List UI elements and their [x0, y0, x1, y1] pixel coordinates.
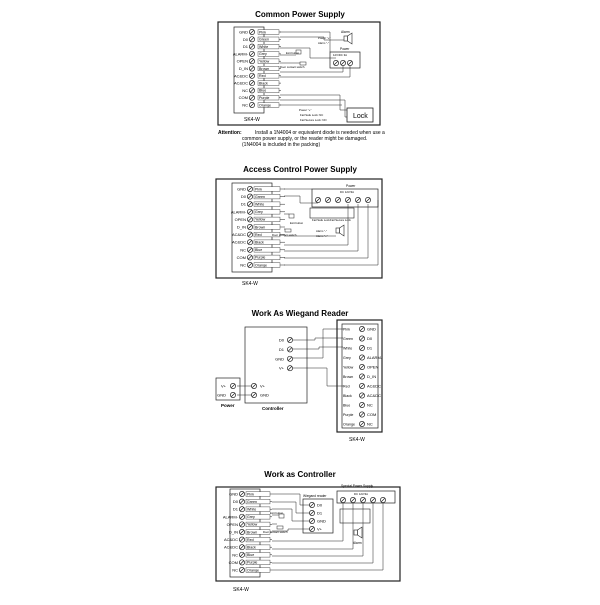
wire-color-label: Pink — [247, 492, 254, 497]
lock-terminal-box — [340, 509, 370, 523]
terminal-label: AC&DC — [367, 383, 382, 389]
screw-terminal-icon — [359, 421, 364, 426]
wire-color-label: White — [255, 202, 265, 207]
section-title-common: Common Power Supply — [255, 10, 345, 19]
screw-terminal-icon — [239, 552, 244, 557]
door-sensor-label: Door contact switch — [280, 65, 305, 69]
wiegand-reader-terminal-label: D1 — [317, 510, 323, 516]
screw-terminal-icon — [247, 217, 252, 222]
terminal-label: D0 — [240, 194, 246, 200]
terminal-row — [223, 514, 272, 519]
screw-terminal-icon — [287, 356, 292, 361]
wire-color-label: Black — [259, 81, 268, 86]
wire-color-label: Pink — [255, 187, 262, 192]
wire-color-label: Brown — [247, 530, 258, 535]
controller-power-terminal — [251, 392, 269, 397]
terminal-row — [235, 217, 285, 222]
screw-terminal-icon — [247, 232, 252, 237]
wire-color-label: Grey — [259, 52, 267, 57]
wire-color-label: Orange — [247, 568, 259, 573]
power-plus-lock-label: Power "+" — [299, 108, 312, 112]
alarm-label: Alarm — [353, 541, 362, 545]
lock-label: Lock — [353, 113, 368, 120]
terminal-row — [229, 560, 272, 565]
terminal-row — [224, 537, 272, 542]
door-sensor-label: Door contact switch — [263, 530, 288, 534]
section-wiegand-reader — [216, 309, 383, 443]
wire-color-label: Green — [247, 499, 257, 504]
wire-color-label: Purple — [247, 560, 258, 565]
wire-color-label: Yellow — [247, 522, 258, 527]
screw-terminal-icon — [359, 402, 364, 407]
terminal-row — [227, 522, 272, 527]
terminal-label: ALARM- — [367, 355, 383, 360]
terminal-row — [343, 383, 381, 388]
attention-note — [218, 130, 385, 148]
screw-terminal-icon — [249, 29, 254, 34]
terminal-label: D1 — [240, 201, 246, 207]
terminal-label: AC&DC — [367, 393, 382, 398]
attention-line-1: Install a 1N4004 or equivalent diode is needed when use a — [255, 130, 385, 136]
terminal-row — [237, 59, 281, 64]
terminal-label: COM — [367, 412, 377, 417]
wire-color-label: Black — [343, 393, 352, 398]
wire-color-label: Green — [255, 194, 265, 199]
screw-terminal-icon — [247, 240, 252, 245]
screw-terminal-icon — [249, 59, 254, 64]
reader-model-label: SK4-W — [242, 281, 258, 287]
terminal-label: D0 — [242, 36, 248, 42]
terminal-label: AC&DC — [233, 73, 248, 79]
fail-safe-label: Fail Safe Lock — [312, 218, 330, 222]
terminal-label: NC — [232, 567, 238, 573]
section-title-wiegand: Work As Wiegand Reader — [251, 309, 349, 318]
power-terminal-label: V+ — [220, 383, 226, 389]
attention-label: Attention: — [218, 130, 242, 136]
wire-color-label: Grey — [255, 210, 263, 215]
power-terminal-label: GND — [217, 392, 226, 398]
wire-color-label: Black — [247, 545, 256, 550]
controller-box — [245, 327, 307, 403]
wire-color-label: Blue — [343, 403, 351, 408]
wire-color-label: Pink — [259, 30, 266, 35]
terminal-label: NC — [240, 262, 246, 268]
terminal-row — [232, 240, 285, 245]
section-title-controller: Work as Controller — [264, 470, 336, 479]
screw-terminal-icon — [247, 262, 252, 267]
terminal-label: COM — [238, 95, 248, 101]
terminal-label: GND — [229, 491, 238, 497]
terminal-label: COM — [228, 559, 238, 565]
screw-terminal-icon — [249, 95, 254, 100]
alarm-minus-label: Alarm "-" — [316, 229, 327, 233]
wiegand-reader-terminal-label: GND — [317, 518, 326, 524]
door-sensor-label: Door contact switch — [272, 233, 297, 237]
attention-line-2: common power supply, or the reader might be damaged. — [242, 136, 368, 142]
terminal-label: OPEN — [226, 521, 238, 527]
attention-line-3: (1N4004 is included in the packing) — [242, 142, 321, 148]
wire-color-label: Purple — [343, 412, 354, 417]
wire-color-label: Green — [343, 336, 353, 341]
controller-power-label: GND — [260, 392, 269, 398]
screw-terminal-icon — [251, 392, 256, 397]
screw-terminal-icon — [287, 366, 292, 371]
special-power-label: Special Power Supply — [341, 484, 374, 488]
alarm-label: Alarm — [341, 30, 350, 34]
terminal-label: D_IN — [228, 529, 238, 535]
fail-secure-label: Fail Secure Lock: NO — [300, 118, 327, 122]
terminal-row — [237, 255, 285, 260]
wire-color-label: Blue — [259, 88, 267, 93]
screw-terminal-icon — [249, 88, 254, 93]
screw-terminal-icon — [359, 364, 364, 369]
screw-terminal-icon — [309, 502, 314, 507]
exit-button-label: Exit button — [270, 511, 284, 515]
section-access-control-power-supply — [216, 165, 382, 287]
terminal-label: OPEN — [234, 216, 246, 222]
wiegand-reader-terminal-label: D0 — [317, 502, 323, 508]
screw-terminal-icon — [287, 347, 292, 352]
terminal-label: AC&DC — [223, 544, 238, 550]
screw-terminal-icon — [247, 194, 252, 199]
terminal-label: ALARM- — [230, 209, 246, 215]
wire-color-label: Blue — [255, 248, 263, 253]
wire-color-label: White — [343, 346, 353, 351]
wire-color-label: Red — [343, 384, 350, 389]
reader-model-label: SK4-W — [244, 117, 260, 123]
terminal-label: OPEN — [236, 58, 248, 64]
terminal-row — [224, 545, 272, 550]
screw-terminal-icon — [249, 66, 254, 71]
terminal-label: GND — [237, 186, 246, 192]
controller-terminal-label: D1 — [278, 346, 284, 352]
screw-terminal-icon — [247, 247, 252, 252]
lock-terminal-box — [310, 208, 354, 218]
terminal-label: NC — [240, 247, 246, 253]
terminal-label: D_IN — [236, 224, 246, 230]
screw-terminal-icon — [230, 392, 235, 397]
terminal-label: AC&DC — [231, 239, 246, 245]
screw-terminal-icon — [247, 202, 252, 207]
wiegand-reader-terminal — [309, 526, 322, 531]
wire-color-label: Orange — [259, 103, 271, 108]
power-label: Power — [221, 403, 235, 408]
controller-terminal-label: V+ — [278, 365, 284, 371]
screw-terminal-icon — [251, 383, 256, 388]
terminal-label: ALARM- — [232, 51, 248, 57]
section-title-access: Access Control Power Supply — [243, 165, 357, 174]
screw-terminal-icon — [230, 383, 235, 388]
screw-terminal-icon — [239, 560, 244, 565]
section-common-power-supply — [218, 10, 380, 125]
screw-terminal-icon — [239, 567, 244, 572]
terminal-label: NC — [367, 421, 373, 427]
terminal-label: ALARM- — [222, 514, 238, 520]
wire-color-label: Orange — [255, 263, 267, 268]
wire-color-label: Black — [255, 240, 264, 245]
screw-terminal-icon — [249, 37, 254, 42]
wire-color-label: Grey — [247, 515, 255, 520]
wire-color-label: Yellow — [255, 217, 266, 222]
screw-terminal-icon — [239, 491, 244, 496]
wire-color-label: Pink — [343, 327, 350, 332]
wire-color-label: Purple — [259, 96, 270, 100]
door-sensor-icon — [285, 229, 291, 232]
power-spec: DC 12V/3A — [340, 190, 354, 194]
terminal-row — [239, 66, 281, 71]
wiegand-reader-terminal — [309, 518, 326, 523]
wire-color-label: Brown — [343, 374, 354, 379]
screw-terminal-icon — [359, 374, 364, 379]
terminal-row — [239, 95, 281, 100]
alarm-minus-label: Alarm "-" — [318, 41, 329, 45]
wire-color-label: Blue — [247, 553, 255, 558]
wire-color-label: Red — [259, 74, 266, 79]
wiegand-reader-terminal — [309, 502, 322, 507]
terminal-label: D0 — [232, 499, 238, 505]
wiegand-reader-label: Wiegand reader — [303, 494, 327, 498]
screw-terminal-icon — [247, 209, 252, 214]
alarm-plus-label: Alarm "+" — [316, 234, 328, 238]
terminal-row — [229, 491, 272, 496]
terminal-label: D_IN — [367, 374, 377, 379]
screw-terminal-icon — [287, 337, 292, 342]
screw-terminal-icon — [359, 383, 364, 388]
terminal-label: NC — [367, 402, 373, 408]
power-label: Power — [340, 47, 350, 51]
screw-terminal-icon — [309, 510, 314, 515]
screw-terminal-icon — [239, 522, 244, 527]
screw-terminal-icon — [249, 51, 254, 56]
screw-terminal-icon — [359, 412, 364, 417]
terminal-row — [343, 355, 383, 360]
exit-button-label: Exit button — [286, 51, 300, 55]
terminal-row — [343, 364, 378, 369]
controller-terminal — [275, 356, 292, 361]
terminal-label: COM — [236, 254, 246, 260]
controller-label: Controller — [262, 406, 284, 411]
controller-terminal-label: D0 — [278, 337, 284, 343]
terminal-row — [343, 393, 381, 398]
wiegand-reader-terminal — [309, 510, 322, 515]
screw-terminal-icon — [249, 73, 254, 78]
wire-color-label: Yellow — [259, 59, 270, 64]
screw-terminal-icon — [239, 545, 244, 550]
screw-terminal-icon — [247, 186, 252, 191]
terminal-label: AC&DC — [223, 537, 238, 543]
terminal-label: D1 — [232, 506, 238, 512]
wire-color-label: Red — [255, 232, 262, 237]
screw-terminal-icon — [239, 507, 244, 512]
power-spec: 12V/DC 3A — [333, 53, 347, 57]
wire-color-label: Orange — [343, 422, 355, 427]
screw-terminal-icon — [239, 514, 244, 519]
reader-model-label: SK4-W — [349, 437, 365, 443]
reader-model-label: SK4-W — [233, 587, 249, 593]
power-label: Power — [346, 184, 356, 188]
screw-terminal-icon — [249, 81, 254, 86]
controller-terminal-label: GND — [275, 356, 284, 362]
terminal-label: NC — [242, 102, 248, 108]
wiegand-reader-terminal-label: V+ — [317, 526, 323, 532]
screw-terminal-icon — [249, 102, 254, 107]
controller-power-label: V+ — [260, 383, 266, 389]
terminal-row — [239, 29, 281, 34]
wire-color-label: Red — [247, 537, 254, 542]
terminal-label: D1 — [367, 345, 373, 351]
wire-color-label: Green — [259, 37, 269, 42]
screw-terminal-icon — [359, 345, 364, 350]
terminal-label: AC&DC — [231, 232, 246, 238]
screw-terminal-icon — [359, 393, 364, 398]
terminal-label: GND — [239, 29, 248, 35]
terminal-label: D0 — [367, 336, 373, 341]
fail-secure-label: Fail Secure Lock — [330, 218, 351, 222]
wire-color-label: Yellow — [343, 365, 354, 370]
screw-terminal-icon — [359, 355, 364, 360]
wire-color-label: Purple — [255, 255, 266, 260]
terminal-row — [237, 186, 285, 191]
wire-color-label: White — [247, 507, 257, 512]
screw-terminal-icon — [249, 44, 254, 49]
terminal-label: AC&DC — [233, 80, 248, 86]
door-sensor-icon — [277, 526, 283, 529]
screw-terminal-icon — [247, 224, 252, 229]
exit-button-icon — [289, 214, 294, 218]
terminal-label: NC — [242, 87, 248, 93]
terminal-label: D_IN — [238, 66, 248, 71]
wire-color-label: Brown — [255, 225, 266, 230]
screw-terminal-icon — [309, 518, 314, 523]
section-work-as-controller — [216, 470, 400, 593]
power-plus-label: Power "+" — [318, 36, 331, 40]
special-power-spec: DC 12V/3A — [354, 492, 368, 496]
screw-terminal-icon — [359, 336, 364, 341]
exit-button-label: Exit button — [290, 221, 304, 225]
wire-color-label: Grey — [343, 355, 351, 360]
terminal-row — [237, 224, 285, 229]
terminal-label: OPEN — [367, 364, 379, 370]
screw-terminal-icon — [239, 499, 244, 504]
terminal-row — [231, 209, 285, 214]
wire-color-label: White — [259, 44, 269, 49]
screw-terminal-icon — [239, 537, 244, 542]
terminal-label: D1 — [242, 44, 248, 50]
screw-terminal-icon — [247, 255, 252, 260]
screw-terminal-icon — [359, 326, 364, 331]
screw-terminal-icon — [309, 526, 314, 531]
terminal-label: NC — [232, 552, 238, 558]
terminal-label: GND — [367, 326, 376, 332]
fail-safe-label: Fail Safe Lock: NC — [300, 113, 324, 117]
screw-terminal-icon — [239, 529, 244, 534]
wire-color-label: Brown — [259, 66, 270, 71]
